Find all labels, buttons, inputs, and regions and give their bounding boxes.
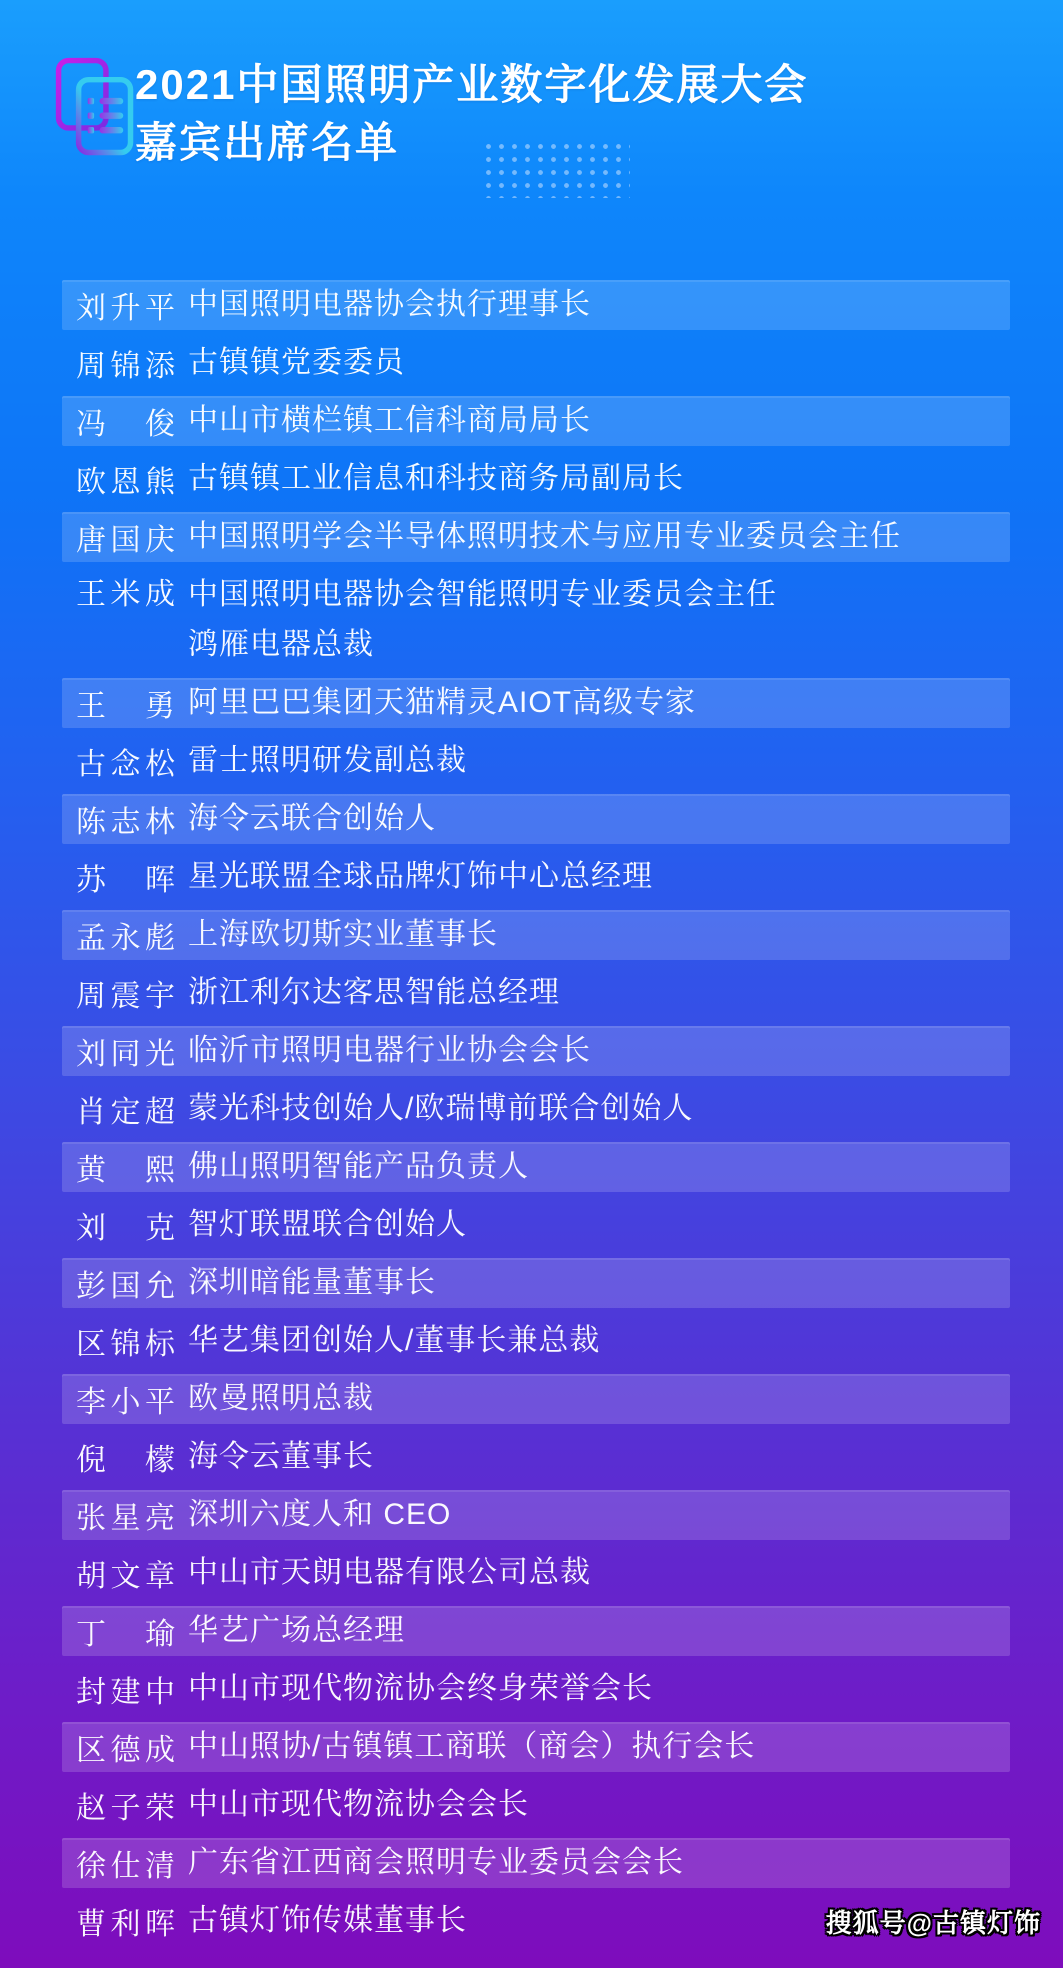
attendee-title: 阿里巴巴集团天猫精灵AIOT高级专家 [188, 686, 697, 719]
list-item [62, 1316, 1010, 1366]
list-item [62, 1722, 1010, 1772]
attendee-title: 古镇镇工业信息和科技商务局副局长 [188, 462, 684, 495]
list-item [62, 1780, 1010, 1830]
attendee-title: 古镇灯饰传媒董事长 [188, 1904, 467, 1937]
attendee-name: 肖定超 [76, 1096, 176, 1129]
attendee-title: 中山市天朗电器有限公司总裁 [188, 1556, 591, 1589]
list-item [62, 1258, 1010, 1308]
attendee-name: 曹利晖 [76, 1908, 176, 1941]
attendee-title: 中山市现代物流协会会长 [188, 1788, 529, 1821]
attendee-title: 中山市现代物流协会终身荣誉会长 [188, 1672, 653, 1705]
attendee-name: 倪檬 [76, 1444, 176, 1477]
attendee-title: 上海欧切斯实业董事长 [188, 918, 498, 951]
attendee-name: 唐国庆 [76, 524, 176, 557]
attendee-name: 封建中 [76, 1676, 176, 1709]
list-item [62, 1548, 1010, 1598]
list-item [62, 852, 1010, 902]
attendee-name: 彭国允 [76, 1270, 176, 1303]
attendee-title: 深圳六度人和 CEO [188, 1498, 452, 1531]
attendee-title: 智灯联盟联合创始人 [188, 1208, 467, 1241]
list-item [62, 1664, 1010, 1714]
list-item [62, 1490, 1010, 1540]
list-item [62, 794, 1010, 844]
attendee-name: 周锦添 [76, 350, 176, 383]
attendee-name: 赵子荣 [76, 1792, 176, 1825]
attendee-name: 欧恩熊 [76, 466, 176, 499]
attendee-name: 刘克 [76, 1212, 176, 1245]
attendee-title: 中国照明学会半导体照明技术与应用专业委员会主任 [188, 520, 901, 553]
watermark-label: 搜狐号@古镇灯饰 [825, 1908, 1041, 1938]
attendee-name: 丁瑜 [76, 1618, 176, 1651]
attendee-title: 中山照协/古镇镇工商联（商会）执行会长 [188, 1730, 756, 1763]
list-item [62, 1838, 1010, 1888]
attendee-name: 胡文章 [76, 1560, 176, 1593]
list-item [62, 280, 1010, 330]
attendee-title: 华艺广场总经理 [188, 1614, 405, 1647]
list-item [62, 570, 1010, 670]
list-item [62, 1200, 1010, 1250]
list-item [62, 396, 1010, 446]
attendee-title: 海令云联合创始人 [188, 802, 436, 835]
list-item [62, 1606, 1010, 1656]
attendee-name: 黄熙 [76, 1154, 176, 1187]
attendee-name: 周震宇 [76, 980, 176, 1013]
list-item [62, 736, 1010, 786]
attendee-title: 蒙光科技创始人/欧瑞博前联合创始人 [188, 1092, 694, 1125]
attendee-title: 临沂市照明电器行业协会会长 [188, 1034, 591, 1067]
attendee-name: 刘升平 [76, 292, 176, 325]
attendee-title: 雷士照明研发副总裁 [188, 744, 467, 777]
attendee-name: 李小平 [76, 1386, 176, 1419]
list-item [62, 1084, 1010, 1134]
attendee-title: 海令云董事长 [188, 1440, 374, 1473]
list-item [62, 968, 1010, 1018]
attendee-title: 中国照明电器协会执行理事长 [188, 288, 591, 321]
attendee-title: 广东省江西商会照明专业委员会会长 [188, 1846, 684, 1879]
attendee-name: 徐仕清 [76, 1850, 176, 1883]
list-item [62, 678, 1010, 728]
attendee-name: 王勇 [76, 690, 176, 723]
poster-header [0, 0, 1063, 276]
decorative-dot-grid [482, 140, 630, 198]
list-item [62, 338, 1010, 388]
attendee-name: 苏晖 [76, 864, 176, 897]
attendee-title: 欧曼照明总裁 [188, 1382, 374, 1415]
poster-subtitle: 嘉宾出席名单 [135, 119, 400, 166]
poster-title: 2021中国照明产业数字化发展大会 [135, 61, 809, 108]
attendee-title: 华艺集团创始人/董事长兼总裁 [188, 1324, 601, 1357]
attendee-name: 古念松 [76, 748, 176, 781]
attendee-name: 孟永彪 [76, 922, 176, 955]
attendee-title: 古镇镇党委委员 [188, 346, 405, 379]
attendee-list [62, 280, 1010, 1954]
document-list-icon [54, 56, 136, 158]
attendee-title: 深圳暗能量董事长 [188, 1266, 436, 1299]
attendee-name: 冯俊 [76, 408, 176, 441]
attendee-name: 陈志林 [76, 806, 176, 839]
list-item [62, 1374, 1010, 1424]
attendee-title: 中国照明电器协会智能照明专业委员会主任 鸿雁电器总裁 [188, 578, 777, 661]
list-item [62, 512, 1010, 562]
attendee-name: 区德成 [76, 1734, 176, 1767]
list-item [62, 1026, 1010, 1076]
attendee-name: 刘同光 [76, 1038, 176, 1071]
list-item [62, 910, 1010, 960]
attendee-name: 王米成 [76, 578, 176, 611]
list-item [62, 454, 1010, 504]
attendee-name: 区锦标 [76, 1328, 176, 1361]
attendee-title: 浙江利尔达客思智能总经理 [188, 976, 560, 1009]
attendee-title: 中山市横栏镇工信科商局局长 [188, 404, 591, 437]
attendee-title: 星光联盟全球品牌灯饰中心总经理 [188, 860, 653, 893]
attendee-title: 佛山照明智能产品负责人 [188, 1150, 529, 1183]
attendee-name: 张星亮 [76, 1502, 176, 1535]
list-item [62, 1142, 1010, 1192]
list-item [62, 1432, 1010, 1482]
